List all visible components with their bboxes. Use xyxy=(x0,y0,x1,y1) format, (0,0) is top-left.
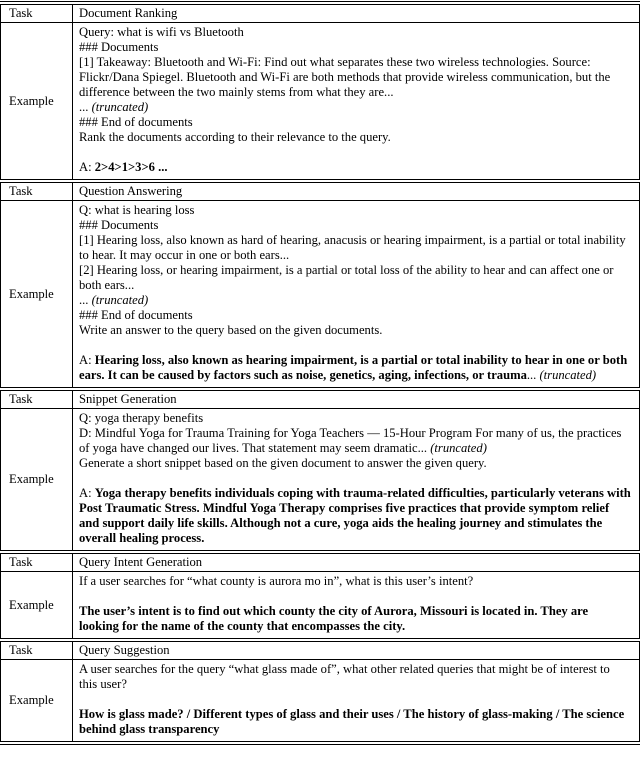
text-segment: If a user searches for “what county is aurora mo in”, what is this user’s intent? xyxy=(79,574,474,588)
example-paragraph xyxy=(79,471,631,486)
example-paragraph xyxy=(79,263,631,293)
text-segment: (truncated) xyxy=(91,293,149,307)
example-label: Example xyxy=(1,23,73,179)
task-table xyxy=(0,1,640,745)
example-paragraph xyxy=(79,308,631,323)
task-row xyxy=(0,5,640,23)
example-row xyxy=(0,660,640,741)
example-paragraph xyxy=(79,55,631,100)
example-paragraph xyxy=(79,203,631,218)
task-label: Task xyxy=(1,391,73,408)
text-segment: Q: what is hearing loss xyxy=(79,203,195,217)
text-segment: [1] Takeaway: Bluetooth and Wi-Fi: Find out what separates these two wireless technologies. Source: Flickr/Dana Spiegel. Bluetooth and Wi-Fi are both methods that provide wireless communication, but the difference between the two mainly stems from what they are... xyxy=(79,55,611,99)
example-content xyxy=(73,201,639,387)
text-segment: (truncated) xyxy=(430,441,487,455)
text-segment: Write an answer to the query based on the given documents. xyxy=(79,323,383,337)
example-paragraph xyxy=(79,456,631,471)
task-row xyxy=(0,642,640,660)
example-paragraph xyxy=(79,411,631,426)
text-segment: [1] Hearing loss, also known as hard of hearing, anacusis or hearing impairment, is a partial or total inability to hear. It may occur in one or both ears... xyxy=(79,233,626,262)
text-segment: A: xyxy=(79,353,95,367)
example-paragraph xyxy=(79,692,631,707)
example-label: Example xyxy=(1,572,73,638)
text-segment: Generate a short snippet based on the given document to answer the given query. xyxy=(79,456,487,470)
text-segment: ### End of documents xyxy=(79,308,193,322)
example-paragraph xyxy=(79,574,631,589)
task-row xyxy=(0,183,640,201)
task-label: Task xyxy=(1,642,73,659)
text-segment: ... xyxy=(526,368,540,382)
task-name: Document Ranking xyxy=(79,6,178,20)
text-segment: ... xyxy=(79,293,92,307)
text-segment: A user searches for the query “what glass made of”, what other related queries that might be of interest to this user? xyxy=(79,662,610,691)
example-paragraph xyxy=(79,233,631,263)
task-label: Task xyxy=(1,5,73,22)
example-content xyxy=(73,660,639,741)
text-segment: [2] Hearing loss, or hearing impairment, is a partial or total loss of the ability to hear and can affect one or both ears... xyxy=(79,263,614,292)
example-row xyxy=(0,409,640,550)
example-paragraph xyxy=(79,160,631,175)
example-paragraph xyxy=(79,218,631,233)
example-paragraph xyxy=(79,115,631,130)
text-segment: ### End of documents xyxy=(79,115,193,129)
text-segment: Rank the documents according to their relevance to the query. xyxy=(79,130,391,144)
example-row xyxy=(0,201,640,387)
example-content xyxy=(73,409,639,550)
example-content xyxy=(73,572,639,638)
task-name: Question Answering xyxy=(79,184,183,198)
example-paragraph xyxy=(79,293,631,308)
example-row xyxy=(0,572,640,638)
example-paragraph xyxy=(79,353,631,383)
task-row xyxy=(0,391,640,409)
example-paragraph xyxy=(79,707,631,737)
text-segment: D: Mindful Yoga for Trauma Training for Yoga Teachers — 15-Hour Program For many of us, the practices of yoga have changed our lives. That statement may seem dramatic... xyxy=(79,426,622,455)
task-name: Query Intent Generation xyxy=(79,555,203,569)
example-paragraph xyxy=(79,426,631,456)
text-segment: A: xyxy=(79,486,95,500)
example-paragraph xyxy=(79,662,631,692)
example-paragraph xyxy=(79,486,631,546)
example-label: Example xyxy=(1,201,73,387)
example-paragraph xyxy=(79,145,631,160)
text-segment: Q: yoga therapy benefits xyxy=(79,411,204,425)
example-paragraph xyxy=(79,589,631,604)
text-segment: ### Documents xyxy=(79,218,159,232)
example-paragraph xyxy=(79,40,631,55)
example-paragraph xyxy=(79,100,631,115)
text-segment: How is glass made? / Different types of glass and their uses / The history of glass-making / The science behind glass transparency xyxy=(79,707,625,736)
example-content xyxy=(73,23,639,179)
text-segment: The user’s intent is to find out which county the city of Aurora, Missouri is located in. They are looking for the name of the county that encompasses the city. xyxy=(79,604,589,633)
text-segment: A: xyxy=(79,160,95,174)
text-segment: 2>4>1>3>6 ... xyxy=(94,160,168,174)
example-paragraph xyxy=(79,323,631,338)
example-paragraph xyxy=(79,338,631,353)
text-segment: Query: what is wifi vs Bluetooth xyxy=(79,25,244,39)
double-rule xyxy=(0,741,640,745)
example-label: Example xyxy=(1,409,73,550)
task-label: Task xyxy=(1,554,73,571)
example-paragraph xyxy=(79,604,631,634)
text-segment: ### Documents xyxy=(79,40,159,54)
example-paragraph xyxy=(79,25,631,40)
text-segment: (truncated) xyxy=(91,100,149,114)
text-segment: Hearing loss, also known as hearing impairment, is a partial or total inability to hear in one or both ears. It can be caused by factors such as noise, genetics, aging, infections, or trauma xyxy=(79,353,628,382)
example-label: Example xyxy=(1,660,73,741)
example-row xyxy=(0,23,640,179)
task-name: Query Suggestion xyxy=(79,643,170,657)
task-row xyxy=(0,554,640,572)
text-segment: (truncated) xyxy=(539,368,597,382)
task-label: Task xyxy=(1,183,73,200)
text-segment: Yoga therapy benefits individuals coping with trauma-related difficulties, particularly veterans with Post Traumatic Stress. Mindful Yoga Therapy comprises five practices that provide symptom relief and support daily life skills. Although not a cure, yoga aids the healing journey and stimulates the overall healing process. xyxy=(79,486,631,545)
text-segment: ... xyxy=(79,100,92,114)
task-name: Snippet Generation xyxy=(79,392,177,406)
example-paragraph xyxy=(79,130,631,145)
